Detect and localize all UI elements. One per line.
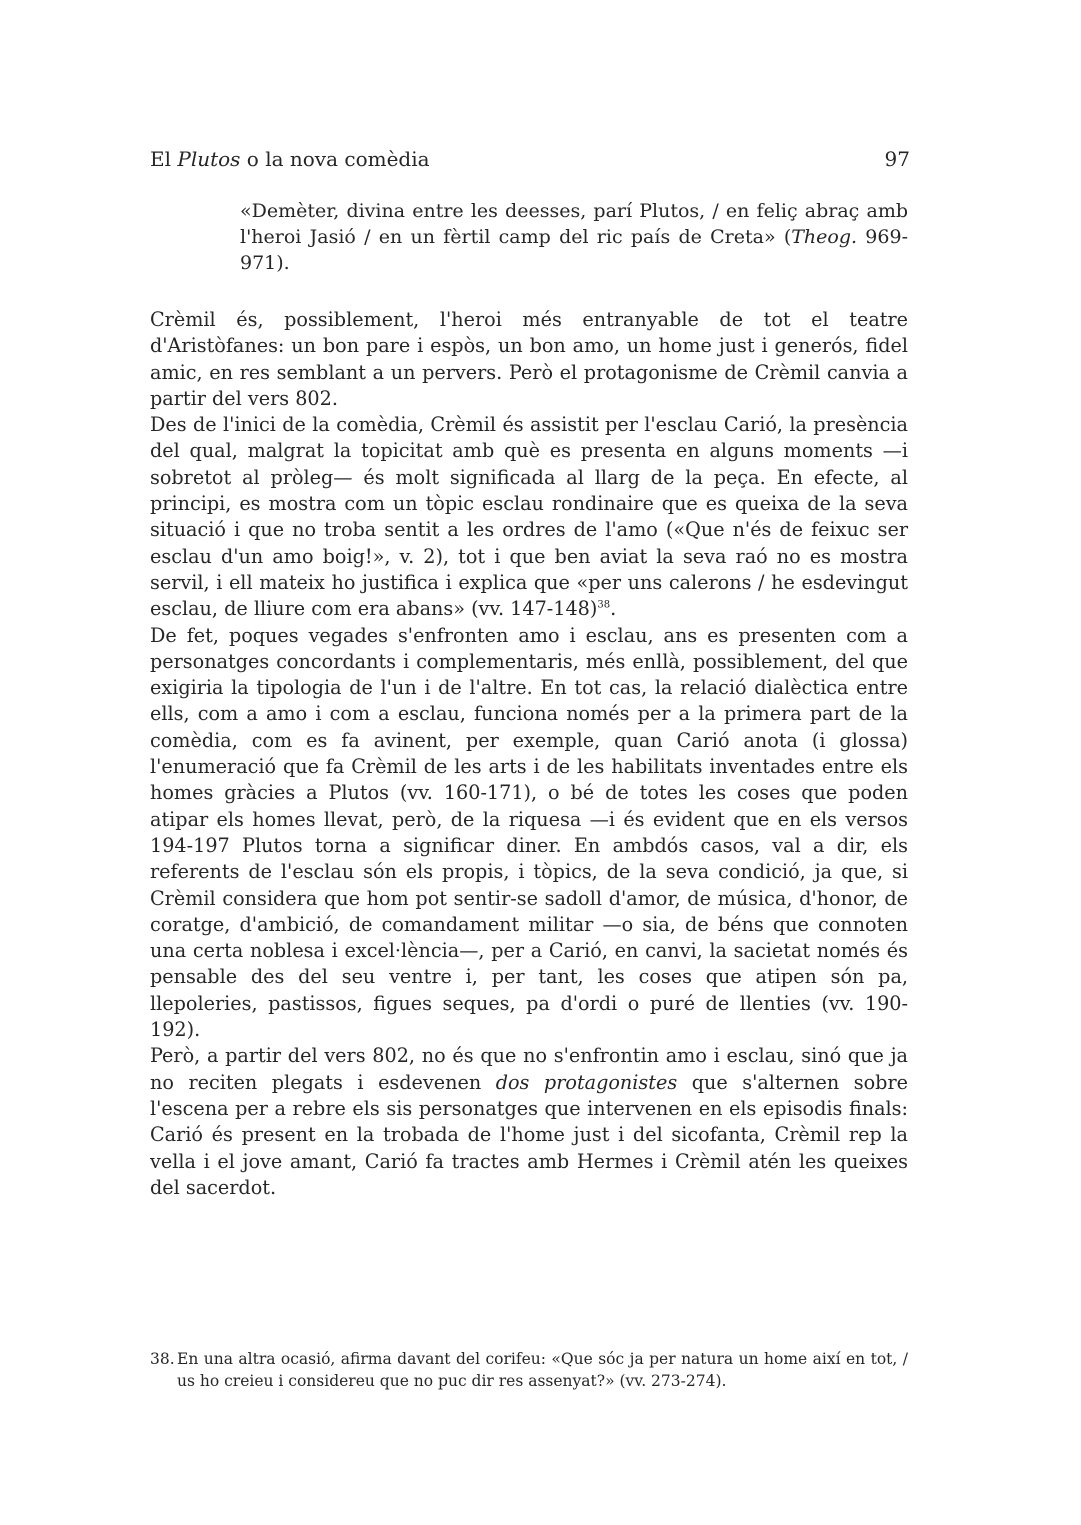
page-number: 97: [884, 147, 910, 171]
block-quote: «Demèter, divina entre les deesses, parí Plutos, / en feliç abraç amb l'heroi Jasió / en un fèrtil camp del ric país de Creta» (Theog. 969-971).: [240, 200, 908, 274]
footnote: [150, 1348, 908, 1392]
paragraph-3: De fet, poques vegades s'enfronten amo i esclau, ans es presenten com a personatges concordants i complementaris, més enllà, possiblement, del que exigiria la tipologia de l'un i de l'altre. En tot cas, la relació dialèctica entre ells, com a amo i com a esclau, funciona només per a la primera part de la comèdia, com es fa avinent, per exemple, quan Carió anota (i glossa) l'enumeració que fa Crèmil de les arts i de les habilitats inventades entre els homes gràcies a Plutos (vv. 160-171), o bé de totes les coses que poden atipar els homes llevat, però, de la riquesa —i és evident que en els versos 194-197 Plutos torna a significar diner. En ambdós casos, val a dir, els referents de l'esclau són els propis, i tòpics, de la seva condició, ja que, si Crèmil considera que hom pot sentir-se sadoll d'amor, de música, d'honor, de coratge, d'ambició, de comandament militar —o sia, de béns que connoten una certa noblesa i excel·lència—, per a Carió, en canvi, la sacietat només és pensable des del seu ventre i, per tant, les coses que atipen són pa, llepoleries, pastissos, figues seques, pa d'ordi o puré de llenties (vv. 190-192).: [150, 623, 908, 1042]
paragraph-1: Crèmil és, possiblement, l'heroi més entranyable de tot el teatre d'Aristòfanes: un bon pare i espòs, un bon amo, un home just i generós, fidel amic, en res semblant a un pervers. Però el protagonisme de Crèmil canvia a partir del vers 802.: [150, 308, 908, 410]
paragraph-2: Des de l'inici de la comèdia, Crèmil és assistit per l'esclau Carió, la presència del qual, malgrat la topicitat amb què es presenta en alguns moments —i sobretot al pròleg— és molt significada al llarg de la peça. En efecte, al principi, es mostra com un tòpic esclau rondinaire que es queixa de la seva situació i que no troba sentit a les ordres de l'amo («Que n'és de feixuc ser esclau d'un amo boig!», v. 2), tot i que ben aviat la seva raó no es mostra servil, i ell mateix ho justifica i explica que «per uns calerons / he esdevingut esclau, de lliure com era abans» (vv. 147-148)$^{38}$.: [150, 413, 908, 621]
footnote-reference: 38: [597, 599, 611, 611]
paragraph-4: Però, a partir del vers 802, no és que no s'enfrontin amo i esclau, sinó que ja no reciten plegats i esdevenen dos protagonistes que s'alternen sobre l'escena per a rebre els sis personatges que intervenen en els episodis finals: Carió és present en la trobada de l'home just i del sicofanta, Crèmil rep la vella i el jove amant, Carió fa tractes amb Hermes i Crèmil atén les queixes del sacerdot.: [150, 1044, 908, 1199]
italic-emphasis: dos protagonistes: [495, 1070, 678, 1094]
running-head-title: El Plutos o la nova comèdia: [150, 147, 430, 171]
body-text: [150, 307, 908, 1201]
footnote-text: En una altra ocasió, afirma davant del corifeu: «Que sóc ja per natura un home així en tot, / us ho creieu i considereu que no puc dir res assenyat?» (vv. 273-274).: [177, 1350, 908, 1390]
footnote-number: 38.: [150, 1350, 175, 1368]
title-italic: Plutos: [177, 147, 241, 171]
running-head: [150, 144, 910, 174]
quote-citation: Theog.: [791, 226, 858, 248]
